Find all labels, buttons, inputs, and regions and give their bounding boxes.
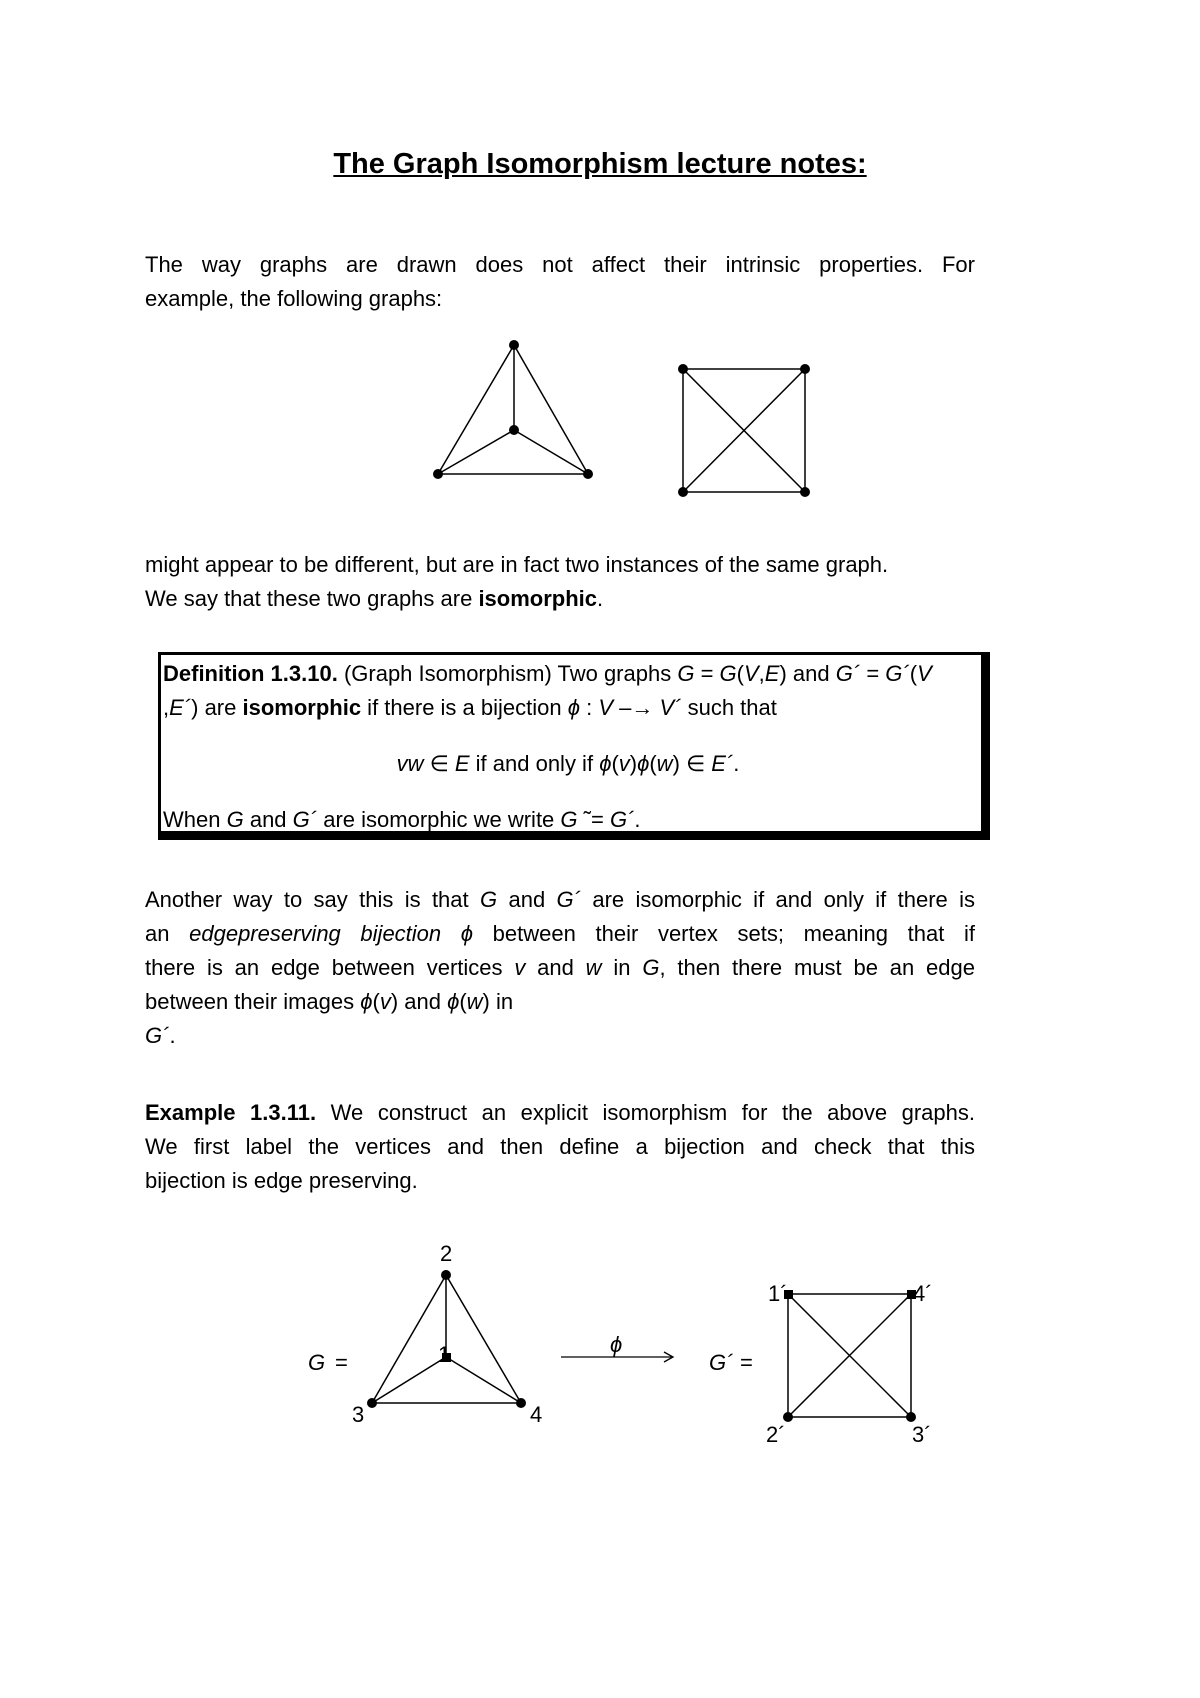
math: V bbox=[917, 661, 932, 686]
graph-Gp-edges bbox=[788, 1294, 911, 1417]
text: . bbox=[169, 1023, 176, 1048]
Gp-label: G´ bbox=[709, 1350, 734, 1375]
text: = bbox=[860, 661, 886, 686]
bold-term: isomorphic bbox=[478, 586, 598, 611]
figure-unlabeled-graphs bbox=[0, 0, 1200, 560]
isomorphic-line-2 bbox=[145, 582, 975, 616]
math: V´ bbox=[659, 695, 682, 720]
graph-vertex bbox=[509, 340, 519, 350]
definition-line-3 bbox=[163, 747, 973, 781]
math: v bbox=[379, 989, 391, 1014]
text: and bbox=[243, 807, 293, 832]
math: G´ bbox=[609, 807, 635, 832]
text: in bbox=[601, 955, 643, 980]
text: if there is a bijection bbox=[361, 695, 568, 720]
graph-edge bbox=[446, 1275, 521, 1403]
text: ) ∈ bbox=[672, 751, 712, 776]
graph-triangle-unlabeled bbox=[438, 345, 588, 474]
graph-vertex bbox=[516, 1398, 526, 1408]
text: ∈ bbox=[423, 751, 455, 776]
math: ϕ bbox=[637, 751, 650, 776]
math: E´ bbox=[169, 695, 192, 720]
text: are isomorphic if and only if there is bbox=[580, 887, 975, 912]
graph-vertex bbox=[367, 1398, 377, 1408]
text: . bbox=[597, 586, 604, 611]
example-line-3: bijection is edge preserving. bbox=[145, 1168, 418, 1193]
figure-labeled-graphs bbox=[0, 1200, 1200, 1500]
math: E bbox=[764, 661, 780, 686]
phi-label: ϕ bbox=[610, 1332, 623, 1357]
text: between their images bbox=[145, 989, 361, 1014]
math: ϕ bbox=[567, 695, 580, 720]
math: v bbox=[514, 955, 526, 980]
vertex-label: 3 bbox=[352, 1402, 365, 1427]
math: v bbox=[618, 751, 630, 776]
graph-triangle-vertices bbox=[433, 340, 593, 479]
example-label: Example 1.3.11. bbox=[145, 1100, 317, 1125]
graph-edge bbox=[372, 1275, 446, 1403]
graph-vertex bbox=[800, 487, 810, 497]
another-line-1 bbox=[145, 883, 975, 917]
text: When bbox=[163, 807, 227, 832]
text: ) are bbox=[191, 695, 243, 720]
text: ) bbox=[629, 751, 638, 776]
text: there is an edge between vertices bbox=[145, 955, 515, 980]
another-way-paragraph bbox=[145, 883, 975, 1053]
math: E´ bbox=[711, 751, 734, 776]
text: = bbox=[694, 661, 720, 686]
text: We construct an explicit isomorphism for the above graphs. bbox=[316, 1100, 975, 1125]
math: G bbox=[642, 955, 660, 980]
math: G bbox=[226, 807, 244, 832]
math: E bbox=[454, 751, 470, 776]
math: G bbox=[719, 661, 737, 686]
text: ) and bbox=[779, 661, 836, 686]
page-title: The Graph Isomorphism lecture notes: bbox=[333, 148, 867, 180]
another-line-4 bbox=[145, 985, 975, 1019]
graph-vertex bbox=[906, 1412, 916, 1422]
graph-vertex bbox=[678, 364, 688, 374]
math: ϕ bbox=[599, 751, 612, 776]
text: and bbox=[497, 887, 557, 912]
graph-edge bbox=[372, 1357, 446, 1403]
math: ϕ bbox=[447, 989, 460, 1014]
vertex-label: 4´ bbox=[913, 1281, 933, 1306]
graph-edge bbox=[514, 345, 588, 474]
text: , bbox=[163, 695, 170, 720]
text: ( bbox=[909, 661, 918, 686]
text: –→ bbox=[613, 695, 660, 720]
graph-vertex bbox=[583, 469, 593, 479]
example-line-2: We first label the vertices and then define a bijection and check that this bbox=[145, 1134, 975, 1159]
another-line-5 bbox=[145, 1019, 975, 1053]
graph-vertex bbox=[678, 487, 688, 497]
vertex-label: 1 bbox=[438, 1342, 451, 1367]
vertex-label: 1´ bbox=[768, 1281, 788, 1306]
definition-line-2 bbox=[163, 691, 973, 725]
math: w bbox=[466, 989, 483, 1014]
text: . bbox=[733, 751, 740, 776]
math: G´ bbox=[556, 887, 581, 912]
text: : bbox=[579, 695, 599, 720]
vertex-label: 2´ bbox=[766, 1422, 786, 1447]
graph-vertex bbox=[509, 425, 519, 435]
text: ( bbox=[611, 751, 619, 776]
intro-line-1: The way graphs are drawn does not affect their intrinsic properties. For bbox=[145, 252, 975, 277]
graph-vertex bbox=[441, 1270, 451, 1280]
definition-label: Definition 1.3.10. bbox=[163, 661, 338, 686]
text: are isomorphic we write bbox=[317, 807, 561, 832]
math: G´ bbox=[145, 1023, 170, 1048]
math: G´ bbox=[885, 661, 910, 686]
graph-vertex bbox=[783, 1412, 793, 1422]
math: V bbox=[743, 661, 759, 686]
definition-line-4 bbox=[163, 803, 973, 837]
text: (Graph Isomorphism) Two graphs bbox=[337, 661, 678, 686]
math: vw bbox=[396, 751, 424, 776]
example-paragraph bbox=[145, 1096, 975, 1198]
text: an bbox=[145, 921, 190, 946]
graph-vertex bbox=[800, 364, 810, 374]
graph-edge bbox=[514, 430, 588, 474]
text: between their vertex sets; meaning that if bbox=[473, 921, 975, 946]
isomorphic-line-1: might appear to be different, but are in fact two instances of the same graph. bbox=[145, 552, 889, 577]
another-line-3 bbox=[145, 951, 975, 985]
text: and bbox=[525, 955, 586, 980]
math: G´ bbox=[292, 807, 318, 832]
text: ) and bbox=[390, 989, 448, 1014]
text: . bbox=[634, 807, 641, 832]
vertex-label: 3´ bbox=[912, 1422, 932, 1447]
italic-term: edgepreserving bijection ϕ bbox=[189, 921, 474, 946]
text: ( bbox=[372, 989, 380, 1014]
vertex-label: 2 bbox=[440, 1241, 453, 1266]
text: if and only if bbox=[469, 751, 600, 776]
equals-sign: = bbox=[335, 1350, 348, 1375]
definition-line-1 bbox=[163, 657, 973, 691]
text: ( bbox=[459, 989, 467, 1014]
math: w bbox=[585, 955, 602, 980]
math: G bbox=[560, 807, 578, 832]
text: ˜= bbox=[577, 807, 610, 832]
graph-edge bbox=[438, 430, 514, 474]
graph-edge bbox=[438, 345, 514, 474]
text: ( bbox=[736, 661, 744, 686]
graph-G-edges bbox=[372, 1275, 521, 1403]
example-line-1 bbox=[145, 1096, 975, 1130]
text: , bbox=[758, 661, 765, 686]
math: G´ bbox=[835, 661, 861, 686]
text: , then there must be an edge bbox=[659, 955, 975, 980]
graph-square-unlabeled bbox=[683, 369, 805, 492]
text: Another way to say this is that bbox=[145, 887, 480, 912]
text: ( bbox=[649, 751, 657, 776]
definition-box bbox=[158, 652, 990, 840]
math: G bbox=[480, 887, 498, 912]
text: We say that these two graphs are bbox=[145, 586, 479, 611]
another-line-2 bbox=[145, 917, 975, 951]
graph-edge bbox=[446, 1357, 521, 1403]
intro-line-2: example, the following graphs: bbox=[145, 286, 443, 311]
G-label: G bbox=[308, 1350, 326, 1375]
bold-term: isomorphic bbox=[242, 695, 362, 720]
math: ϕ bbox=[360, 989, 373, 1014]
equals-sign: = bbox=[740, 1350, 753, 1375]
text: such that bbox=[681, 695, 777, 720]
graph-vertex bbox=[433, 469, 443, 479]
math: V bbox=[598, 695, 614, 720]
math: w bbox=[656, 751, 673, 776]
isomorphic-paragraph bbox=[145, 548, 975, 616]
vertex-label: 4 bbox=[530, 1402, 543, 1427]
text: ) in bbox=[482, 989, 514, 1014]
math: G bbox=[677, 661, 695, 686]
